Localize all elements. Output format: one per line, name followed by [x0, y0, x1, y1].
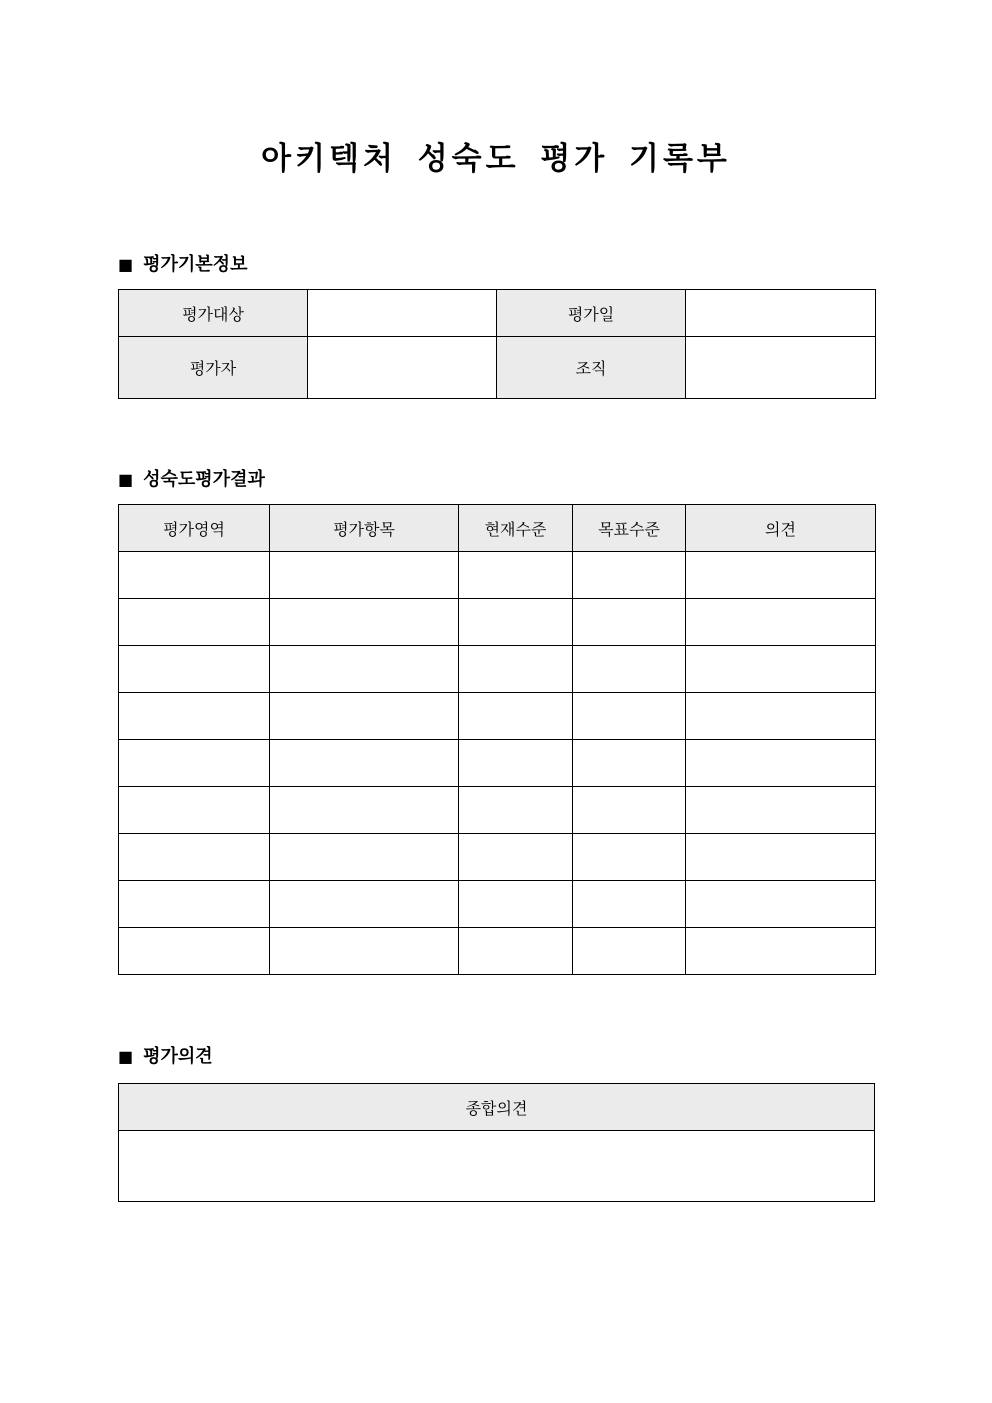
square-bullet-icon: ■	[118, 1047, 134, 1066]
table-cell[interactable]	[573, 693, 686, 740]
table-cell[interactable]	[119, 599, 270, 646]
table-cell[interactable]	[270, 740, 459, 787]
table-cell[interactable]	[459, 787, 573, 834]
table-row	[119, 1131, 875, 1202]
results-body	[119, 552, 876, 975]
field-date[interactable]	[686, 290, 876, 337]
table-cell[interactable]	[686, 881, 876, 928]
table-cell[interactable]	[573, 928, 686, 975]
table-cell[interactable]	[686, 928, 876, 975]
table-cell[interactable]	[119, 646, 270, 693]
overall-opinion-field[interactable]	[119, 1131, 875, 1202]
table-header-row	[119, 505, 876, 552]
table-cell[interactable]	[686, 787, 876, 834]
table-row	[119, 552, 876, 599]
table-cell[interactable]	[459, 599, 573, 646]
table-cell[interactable]	[686, 646, 876, 693]
table-cell[interactable]	[686, 599, 876, 646]
table-cell[interactable]	[573, 787, 686, 834]
table-cell[interactable]	[459, 740, 573, 787]
table-cell[interactable]	[573, 646, 686, 693]
table-row	[119, 740, 876, 787]
table-cell[interactable]	[119, 552, 270, 599]
table-row	[119, 881, 876, 928]
overall-opinion-header: 종합의견	[119, 1084, 875, 1131]
table-cell[interactable]	[270, 646, 459, 693]
section-heading-label: 평가의견	[143, 1046, 213, 1067]
table-cell[interactable]	[270, 552, 459, 599]
field-target[interactable]	[308, 290, 497, 337]
square-bullet-icon: ■	[118, 470, 134, 489]
table-cell[interactable]	[119, 740, 270, 787]
table-row	[119, 599, 876, 646]
table-row	[119, 787, 876, 834]
section-heading-label: 성숙도평가결과	[143, 469, 265, 490]
table-cell[interactable]	[686, 834, 876, 881]
field-evaluator[interactable]	[308, 337, 497, 399]
square-bullet-icon: ■	[118, 255, 134, 274]
table-cell[interactable]	[119, 787, 270, 834]
table-cell[interactable]	[119, 693, 270, 740]
section-heading-results	[118, 468, 265, 492]
table-row	[119, 834, 876, 881]
table-cell[interactable]	[686, 693, 876, 740]
table-cell[interactable]	[686, 552, 876, 599]
basic-info-table	[118, 289, 876, 399]
table-cell[interactable]	[270, 928, 459, 975]
opinion-table	[118, 1083, 875, 1202]
label-target: 평가대상	[119, 290, 308, 337]
section-heading-opinion	[118, 1045, 213, 1069]
table-cell[interactable]	[270, 834, 459, 881]
table-cell[interactable]	[270, 693, 459, 740]
table-row	[119, 928, 876, 975]
table-cell[interactable]	[573, 552, 686, 599]
table-cell[interactable]	[119, 881, 270, 928]
document-title: 아키텍처 성숙도 평가 기록부	[261, 141, 731, 177]
label-evaluator: 평가자	[119, 337, 308, 399]
table-cell[interactable]	[119, 928, 270, 975]
table-cell[interactable]	[459, 552, 573, 599]
results-table	[118, 504, 876, 975]
table-cell[interactable]	[270, 599, 459, 646]
table-cell[interactable]	[459, 834, 573, 881]
table-cell[interactable]	[459, 646, 573, 693]
table-row	[119, 646, 876, 693]
column-header-current-level: 현재수준	[459, 505, 573, 552]
column-header-opinion: 의견	[686, 505, 876, 552]
column-header-target-level: 목표수준	[573, 505, 686, 552]
section-heading-basic-info	[118, 253, 247, 277]
table-cell[interactable]	[459, 881, 573, 928]
table-cell[interactable]	[573, 881, 686, 928]
field-organization[interactable]	[686, 337, 876, 399]
column-header-item: 평가항목	[270, 505, 459, 552]
section-heading-label: 평가기본정보	[143, 254, 248, 275]
table-cell[interactable]	[270, 787, 459, 834]
label-date: 평가일	[497, 290, 686, 337]
table-cell[interactable]	[573, 740, 686, 787]
table-row	[119, 693, 876, 740]
table-cell[interactable]	[459, 693, 573, 740]
table-row	[119, 290, 876, 337]
table-cell[interactable]	[573, 834, 686, 881]
table-cell[interactable]	[686, 740, 876, 787]
table-header-row	[119, 1084, 875, 1131]
table-cell[interactable]	[573, 599, 686, 646]
column-header-area: 평가영역	[119, 505, 270, 552]
table-cell[interactable]	[270, 881, 459, 928]
table-cell[interactable]	[119, 834, 270, 881]
table-row	[119, 337, 876, 399]
table-cell[interactable]	[459, 928, 573, 975]
label-organization: 조직	[497, 337, 686, 399]
